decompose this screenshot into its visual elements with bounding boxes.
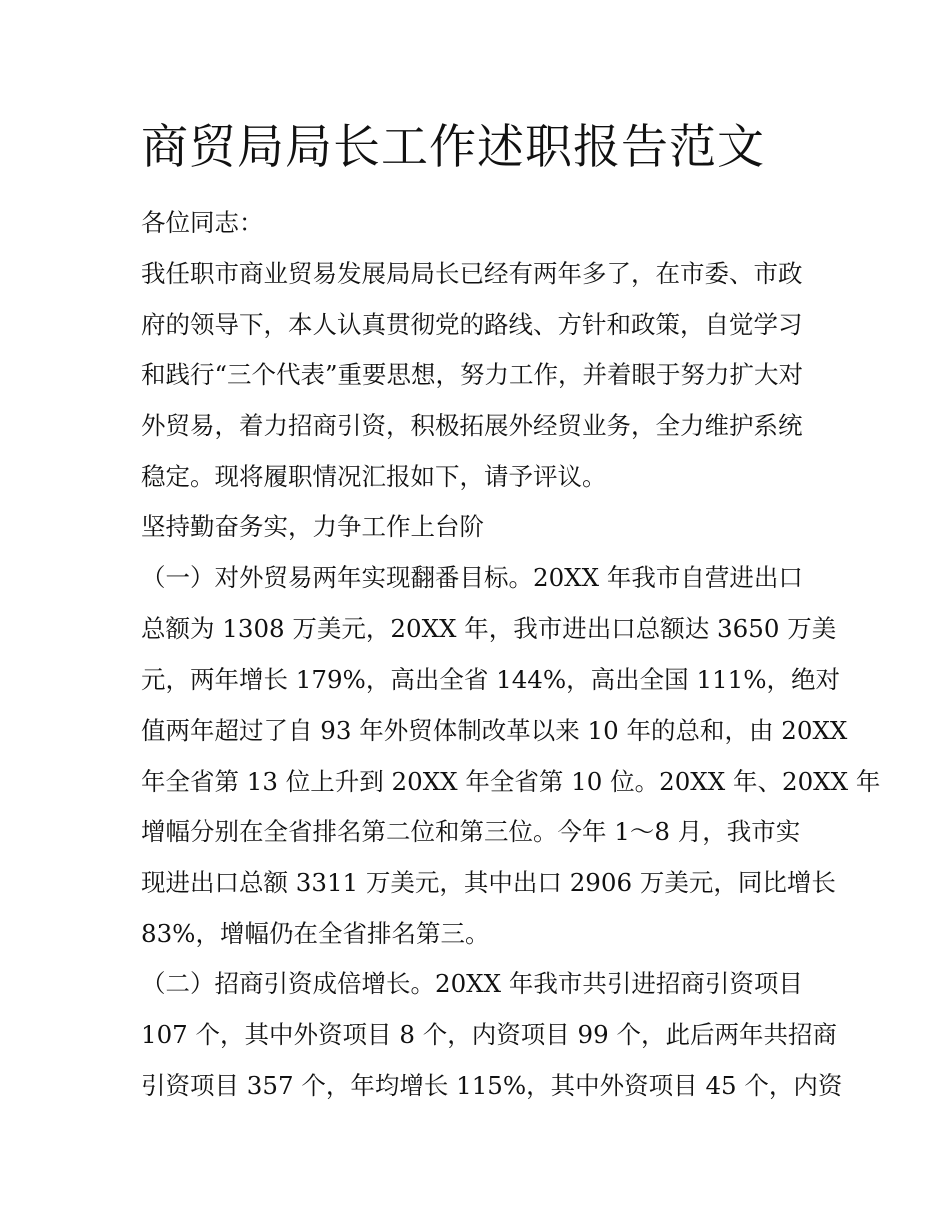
body-text-line: 引资项目 357 个，年均增长 115%，其中外资项目 45 个，内资 [141,1071,843,1100]
body-text-line: 年全省第 13 位上升到 20XX 年全省第 10 位。20XX 年、20XX 年 [141,767,881,796]
document-title: 商贸局局长工作述职报告范文 [141,120,765,175]
body-text-line: （二）招商引资成倍增长。20XX 年我市共引进招商引资项目 [141,969,803,998]
body-text-line: 外贸易，着力招商引资，积极拓展外经贸业务，全力维护系统 [141,411,803,440]
body-text-line: 值两年超过了自 93 年外贸体制改革以来 10 年的总和，由 20XX [141,716,848,745]
body-text-line: 我任职市商业贸易发展局局长已经有两年多了，在市委、市政 [141,259,803,288]
body-text-line: 元，两年增长 179%，高出全省 144%，高出全国 111%，绝对 [141,665,840,694]
section-heading: 坚持勤奋务实，力争工作上台阶 [141,512,484,541]
body-text-line: 府的领导下，本人认真贯彻党的路线、方针和政策，自觉学习 [141,310,803,339]
body-text-line: 107 个，其中外资项目 8 个，内资项目 99 个，此后两年共招商 [141,1020,837,1049]
body-text-line: 增幅分别在全省排名第二位和第三位。今年 1～8 月，我市实 [141,817,801,846]
body-text-line: 和践行“三个代表”重要思想，努力工作，并着眼于努力扩大对 [141,360,804,389]
body-text-line: 总额为 1308 万美元，20XX 年，我市进出口总额达 3650 万美 [141,614,837,643]
body-text-line: 83%，增幅仍在全省排名第三。 [141,919,490,948]
salutation-line: 各位同志： [141,208,264,237]
body-text-line: 稳定。现将履职情况汇报如下，请予评议。 [141,462,607,491]
body-text-line: （一）对外贸易两年实现翻番目标。20XX 年我市自营进出口 [141,563,803,592]
body-text-line: 现进出口总额 3311 万美元，其中出口 2906 万美元，同比增长 [141,868,836,897]
